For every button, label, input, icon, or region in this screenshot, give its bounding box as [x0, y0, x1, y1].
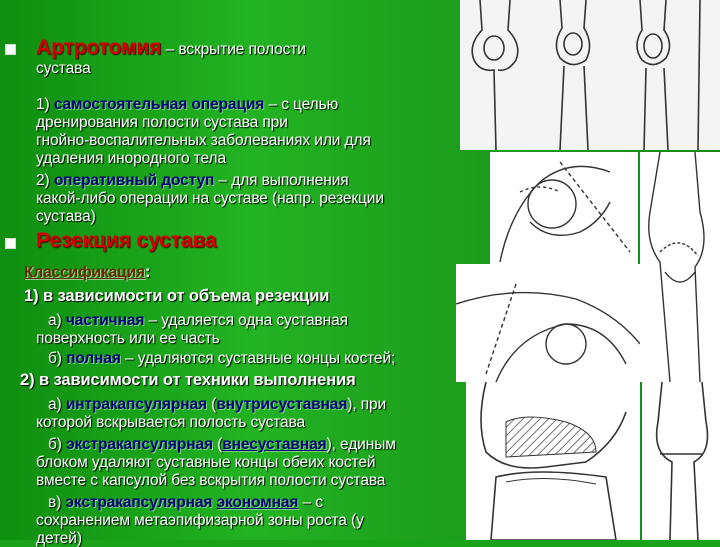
resection-title-line: [36, 229, 217, 252]
d-close: ), единым: [326, 436, 396, 453]
arthrotomy-item2-line1: [36, 172, 349, 189]
group1-heading: 1) в зависимости от объема резекции: [24, 287, 330, 305]
item1-line3: гнойно-воспалительных заболеваниях или для: [36, 132, 371, 149]
group2-c-line1: [48, 494, 323, 511]
item1-line2: дренирования полости сустава при: [36, 114, 288, 131]
arthrotomy-item1-line1: [36, 96, 338, 113]
arthrotomy-title: Артротомия: [36, 36, 162, 59]
item2-line3: сустава): [36, 208, 96, 225]
knee-joint-series-illustration: [460, 0, 720, 150]
c-open: (: [211, 396, 217, 413]
item2-line2: какой-либо операции на суставе (напр. резекции: [36, 190, 384, 207]
item1-rest: – с целью: [268, 96, 339, 113]
arthrotomy-def2: сустава: [36, 60, 91, 77]
arthrotomy-line1: [36, 36, 306, 59]
group1-a-line2: поверхность или ее часть: [36, 330, 220, 347]
c-term: интракапсулярная: [65, 396, 207, 413]
group2-a-line1: [48, 396, 386, 413]
knee-resection-illustration: [466, 382, 640, 540]
a-prefix: а): [48, 312, 62, 329]
e-term2: экономная: [216, 494, 299, 511]
e-rest: – с: [302, 494, 323, 511]
item2-num: 2): [36, 172, 50, 189]
item1-term: самостоятельная операция: [53, 96, 265, 113]
a-term: частичная: [65, 312, 145, 329]
group1-b-line1: [48, 350, 395, 367]
d-open: (: [217, 436, 223, 453]
hip-joint-illustration: [490, 152, 638, 264]
shoulder-joint-illustration: [456, 264, 640, 382]
group2-a-line2: которой вскрывается полость сустава: [36, 414, 306, 431]
knee-lateral-illustration: [642, 382, 720, 540]
elbow-joint-illustration: [640, 152, 720, 382]
d-prefix: б): [48, 436, 62, 453]
item1-num: 1): [36, 96, 50, 113]
group2-c-line2: сохранением метаэпифизарной зоны роста (у: [36, 512, 364, 529]
b-prefix: б): [48, 350, 62, 367]
e-prefix: в): [48, 494, 62, 511]
group2-heading: 2) в зависимости от техники выполнения: [20, 371, 356, 389]
c-close: ), при: [347, 396, 387, 413]
group2-c-line3: детей): [36, 530, 82, 547]
classification-line: [24, 264, 150, 281]
b-term: полная: [66, 350, 121, 367]
arthrotomy-def1: – вскрытие полости: [165, 41, 306, 58]
group2-b-line1: [48, 436, 396, 453]
bullet-arthrotomy: [5, 44, 16, 55]
d-term2: внесуставная: [222, 436, 327, 453]
item1-line4: удаления инородного тела: [36, 150, 226, 167]
bullet-resection: [5, 238, 16, 249]
a-rest: – удаляется одна суставная: [148, 312, 348, 329]
classification-label: Классификация: [24, 264, 145, 281]
group1-a-line1: [48, 312, 348, 329]
classification-colon: :: [144, 263, 151, 281]
e-term: экстракапсулярная: [65, 494, 213, 511]
b-rest: – удаляются суставные концы костей;: [125, 350, 396, 367]
group2-b-line2: блоком удаляют суставные концы обеих костей: [36, 454, 376, 471]
group2-b-line3: вместе с капсулой без вскрытия полости сустава: [36, 472, 386, 489]
c-prefix: а): [48, 396, 62, 413]
c-term2: внутрисуставная: [216, 396, 348, 413]
d-term: экстракапсулярная: [66, 436, 213, 453]
item2-rest: – для выполнения: [218, 172, 349, 189]
resection-title: Резекция сустава: [36, 229, 217, 252]
item2-term: оперативный доступ: [53, 172, 215, 189]
